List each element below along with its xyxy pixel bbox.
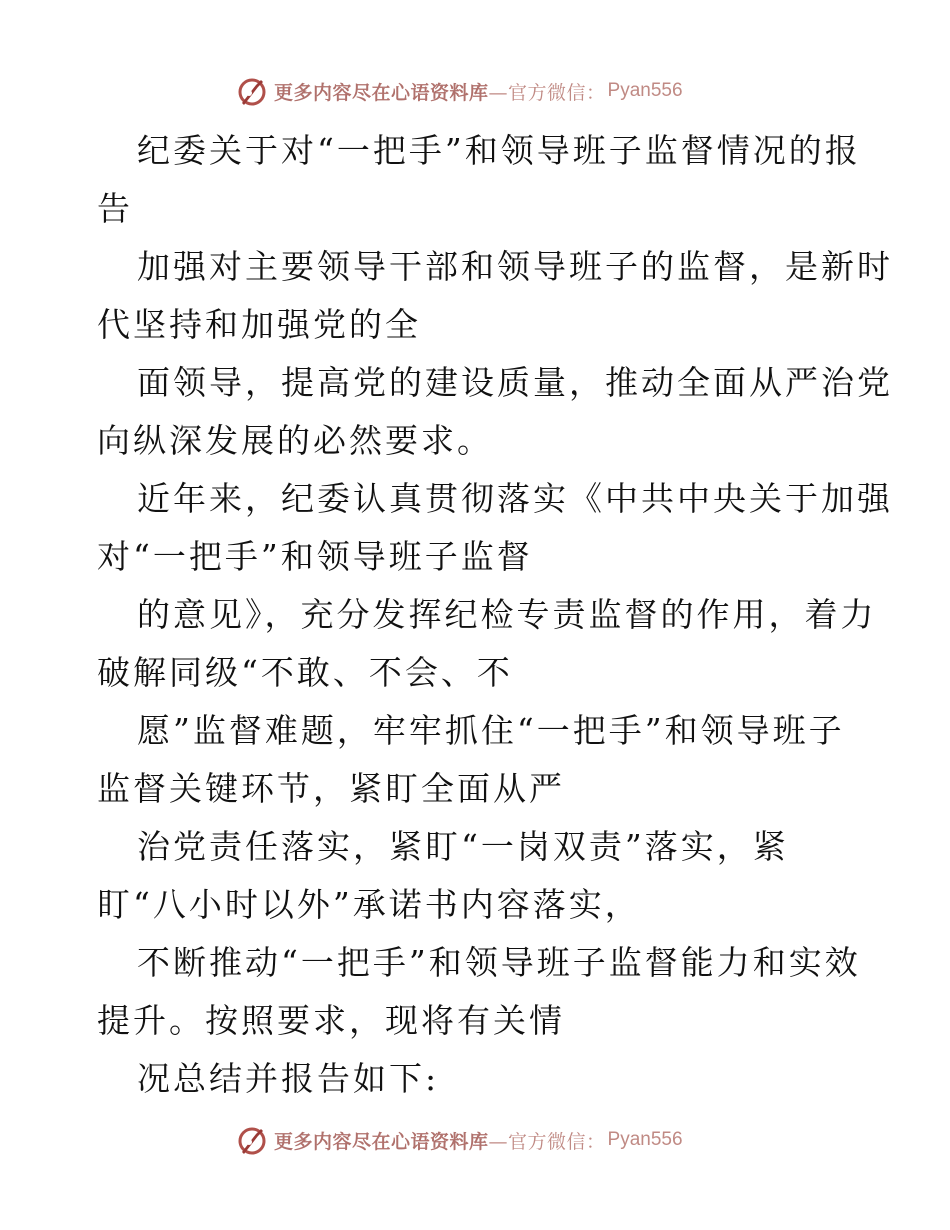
paragraph-line: 愿”监督难题，牢牢抓住“一把手”和领导班子 <box>137 711 845 750</box>
paragraph-line: 的意见》，充分发挥纪检专责监督的作用，着力 <box>137 595 877 634</box>
paragraph-line: 面领导，提高党的建设质量，推动全面从严治党 <box>137 363 893 402</box>
banner-wechat-id: Pyan556 <box>607 1129 683 1150</box>
banner-site-text: 更多内容尽在心语资料库 <box>274 81 489 104</box>
paragraph-line: 对“一把手”和领导班子监督 <box>97 537 533 576</box>
paragraph-line: 况总结并报告如下: <box>137 1059 440 1098</box>
paragraph-line: 代坚持和加强党的全 <box>97 305 421 344</box>
paragraph-line: 破解同级“不敢、不会、不 <box>97 653 513 692</box>
paragraph-line: 盯“八小时以外”承诺书内容落实， <box>97 885 641 924</box>
header-banner <box>236 73 683 109</box>
banner-official-text: —官方微信： <box>488 1130 606 1153</box>
title-line-cont: 告 <box>97 189 133 228</box>
paragraph-line: 提升。按照要求，现将有关情 <box>97 1001 565 1040</box>
paragraph-line: 加强对主要领导干部和领导班子的监督，是新时 <box>137 247 893 286</box>
title-line: 纪委关于对“一把手”和领导班子监督情况的报 <box>137 131 861 170</box>
banner-site-text: 更多内容尽在心语资料库 <box>274 1130 489 1153</box>
paragraph-line: 不断推动“一把手”和领导班子监督能力和实效 <box>137 943 861 982</box>
banner-official-text: —官方微信： <box>488 81 606 104</box>
footer-banner <box>236 1122 683 1158</box>
document-body <box>97 122 893 1108</box>
paragraph-line: 向纵深发展的必然要求。 <box>97 421 493 460</box>
paragraph-line: 近年来，纪委认真贯彻落实《中共中央关于加强 <box>137 479 893 518</box>
banner-wechat-id: Pyan556 <box>607 80 683 101</box>
paragraph-line: 监督关键环节，紧盯全面从严 <box>97 769 565 808</box>
pen-logo-icon <box>236 1124 268 1156</box>
pen-logo-icon <box>236 75 268 107</box>
paragraph-line: 治党责任落实，紧盯“一岗双责”落实，紧 <box>137 827 789 866</box>
